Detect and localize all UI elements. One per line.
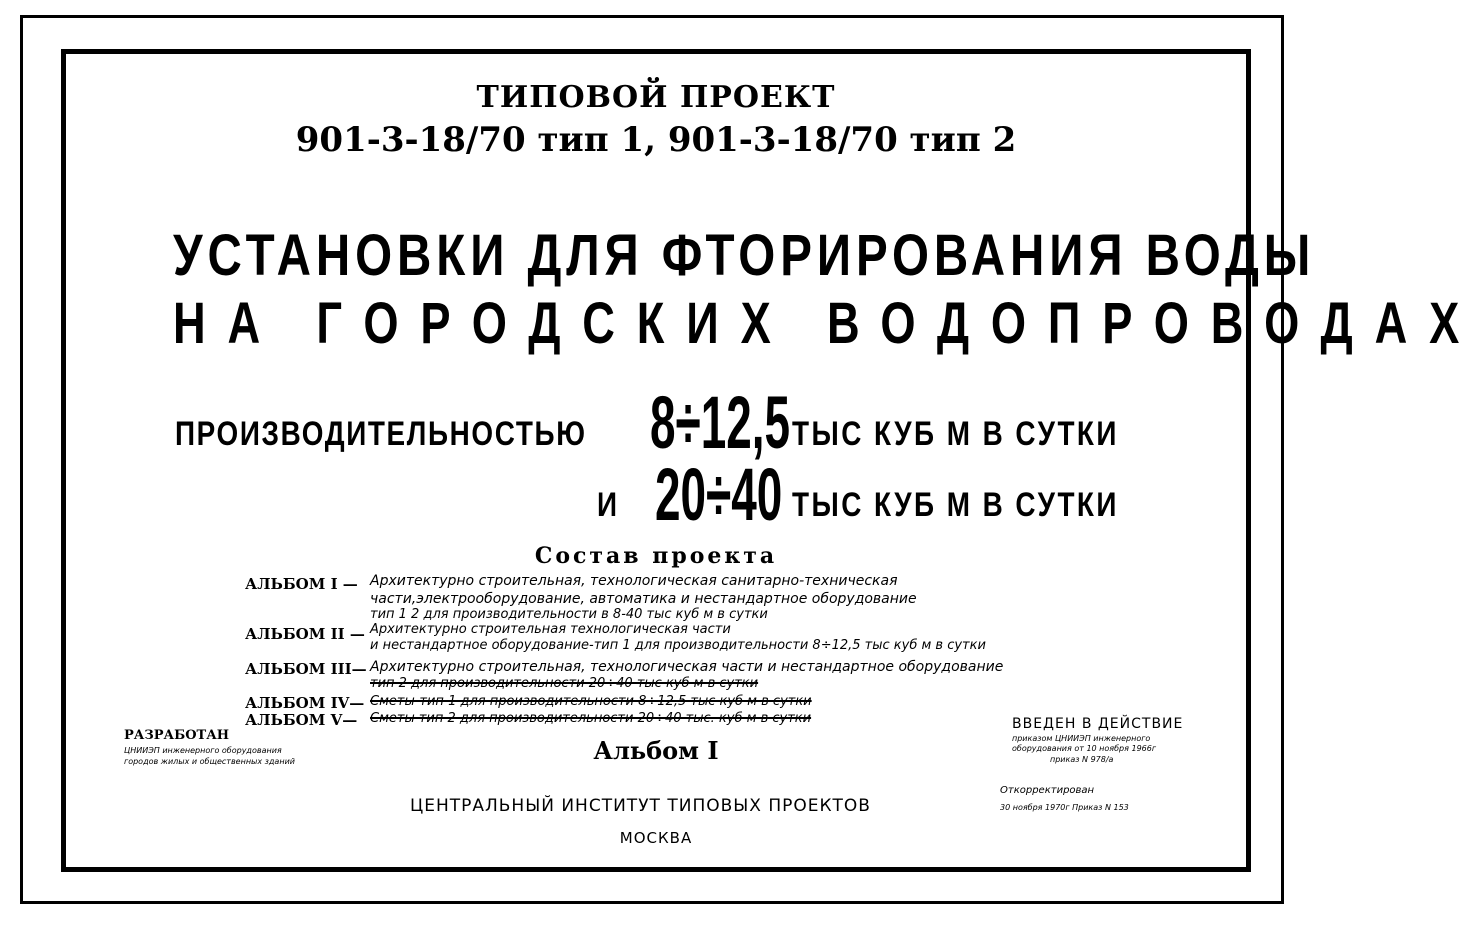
album-5-line1: Сметы тип 2 для производительности 20÷40 тыс. куб м в сутки [370, 711, 812, 726]
capacity-conj: И [597, 486, 618, 524]
album-2-line1: Архитектурно строительная технологическая части [370, 622, 731, 637]
capacity-unit2: ТЫС КУБ М В СУТКИ [792, 486, 1119, 524]
album-2-label: АЛЬБОМ II — [245, 625, 365, 643]
developer-line2: городов жилых и общественных зданий [124, 757, 295, 766]
album-1-line2: части,электрооборудование, автоматика и нестандартное оборудование [370, 591, 917, 607]
album-3-line2: тип 2 для производительности 20÷40 тыс куб м в сутки [370, 676, 759, 691]
enacted-line2: оборудования от 10 ноября 1966г [1012, 744, 1157, 753]
album-4-label: АЛЬБОМ IV— [245, 694, 365, 712]
capacity-prefix: ПРОИЗВОДИТЕЛЬНОСТЬЮ [175, 415, 587, 453]
enacted-line1: приказом ЦНИИЭП инженерного [1012, 734, 1151, 743]
enacted-heading: ВВЕДЕН В ДЕЙСТВИЕ [1012, 716, 1184, 732]
album-3-line1: Архитектурно строительная, технологическая части и нестандартное оборудование [370, 659, 1004, 675]
album-1-line1: Архитектурно строительная, технологическая санитарно-техническая [370, 573, 898, 589]
capacity-unit1: ТЫС КУБ М В СУТКИ [792, 415, 1119, 453]
footer-city: МОСКВА [619, 829, 693, 847]
album-1-line3: тип 1 2 для производительности в 8-40 тыс куб м в сутки [370, 607, 768, 622]
album-5-label: АЛЬБОМ V— [245, 711, 358, 729]
project-number: 901-3-18/70 тип 1, 901-3-18/70 тип 2 [295, 120, 1017, 160]
capacity-range1: 8÷12,5 [650, 381, 790, 464]
footer-institute: ЦЕНТРАЛЬНЫЙ ИНСТИТУТ ТИПОВЫХ ПРОЕКТОВ [410, 796, 871, 816]
album-3-label: АЛЬБОМ III— [245, 660, 367, 678]
album-4-line1: Сметы-тип 1 для производительности 8÷12,5 тыс куб м в сутки [370, 694, 812, 709]
corrected-line2: 30 ноября 1970г Приказ N 153 [1000, 803, 1129, 812]
corrected-line1: Откорректирован [1000, 785, 1095, 796]
developer-line1: ЦНИИЭП инженерного оборудования [124, 746, 282, 755]
album-current: Альбом I [593, 736, 719, 765]
developer-heading: РАЗРАБОТАН [124, 728, 230, 743]
composition-heading: Состав проекта [534, 543, 778, 569]
main-title-line2: НА ГОРОДСКИХ ВОДОПРОВОДАХ [173, 291, 1481, 356]
capacity-range2: 20÷40 [655, 453, 783, 536]
enacted-line3: приказ N 978/а [1050, 755, 1114, 764]
header-title: ТИПОВОЙ ПРОЕКТ [476, 80, 836, 115]
album-2-line2: и нестандартное оборудование-тип 1 для производительности 8÷12,5 тыс куб м в сутки [370, 638, 986, 653]
main-title-line1: УСТАНОВКИ ДЛЯ ФТОРИРОВАНИЯ ВОДЫ [173, 223, 1316, 288]
album-1-label: АЛЬБОМ I — [245, 575, 358, 593]
